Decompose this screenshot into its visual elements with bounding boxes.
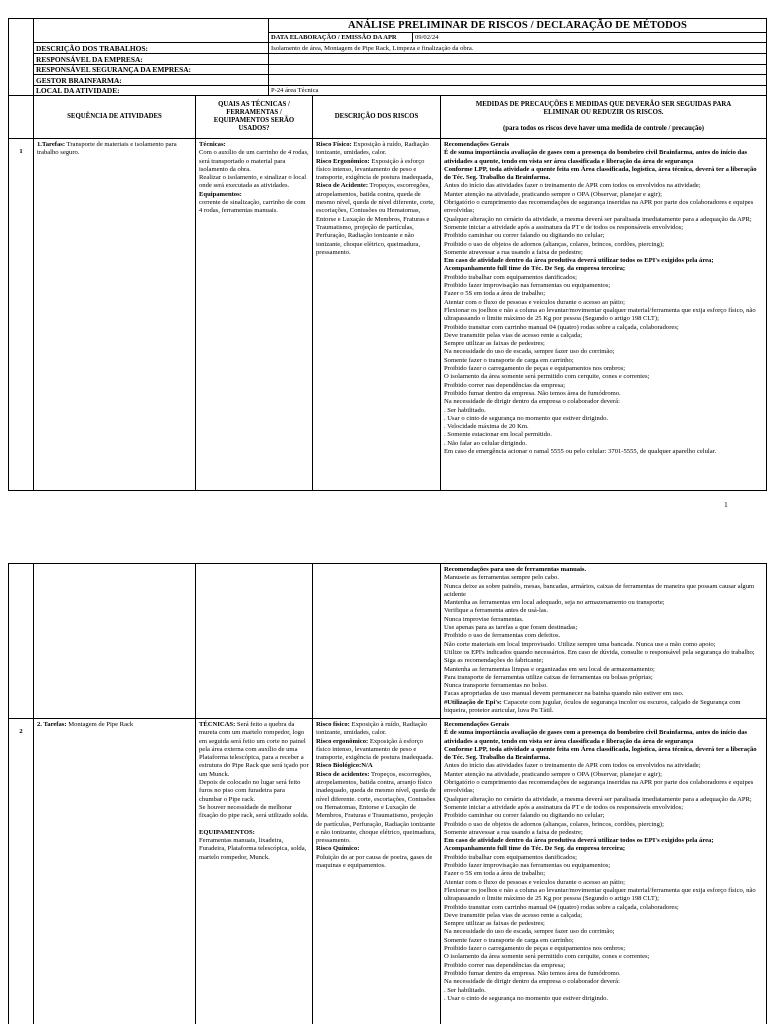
paragraph-text: Somente iniciar a atividade após a assinatura da PT e de todos os responsáveis envolvidos; (444, 803, 684, 811)
paragraph (444, 423, 763, 431)
paragraph (199, 779, 309, 804)
task-1-activity-cell (33, 138, 196, 491)
paragraph (444, 762, 763, 770)
bold-text: Recomendações Gerais (444, 141, 510, 148)
field-label-safety-responsible: RESPONSÁVEL SEGURANÇA DA EMPRESA: (33, 64, 269, 75)
bold-text: Em caso de atividade dentro da área produtiva deverá utilizar todos os EPI's exigidos pela área; (444, 257, 714, 265)
paragraph-text: Somente iniciar a atividade após a assinatura da PT e de todos os responsáveis envolvidos; (444, 223, 684, 231)
paragraph (444, 390, 763, 398)
paragraph (444, 249, 763, 257)
paragraph-text: O isolamento da área somente será permitido com cerquite, cones e correntes; (444, 373, 650, 381)
paragraph (444, 771, 763, 779)
paragraph (444, 837, 763, 845)
paragraph-text: Proibido fazer improvisação nas ferramentas ou equipamentos; (444, 282, 611, 290)
paragraph (444, 265, 763, 273)
paragraph (444, 182, 763, 190)
bold-text: Risco Físico: (316, 141, 352, 148)
paragraph (444, 232, 763, 240)
paragraph (444, 870, 763, 878)
paragraph-text: Proibido fazer o carregamento de peças e equipamentos nos ombros; (444, 365, 626, 373)
paragraph (444, 862, 763, 870)
paragraph (444, 574, 763, 582)
continued-tools-cell (195, 563, 313, 719)
paragraph-text: O isolamento da área somente será permitido com cerquite, cones e correntes; (444, 953, 650, 961)
paragraph (444, 149, 763, 166)
paragraph-text: Proibido caminhar ou correr falando ou digitando no celular; (444, 232, 605, 240)
date-value: 09/02/24 (412, 32, 767, 43)
paragraph-text: Em caso de emergência acionar o ramal 5555 ou pelo celular: 3701-5555, de qualquer aparelho celular. (444, 447, 717, 455)
paragraph (444, 904, 763, 912)
paragraph (199, 174, 309, 191)
paragraph (444, 415, 763, 423)
bold-text: É de suma importância avaliação de gases com a presença do bombeiro civil Brainfarma, antes do início das atividades a quente, tendo em vista ser área classificada e liberação da área de segurança (444, 149, 748, 165)
column-header-risks (312, 95, 441, 139)
column-header-sequence (33, 95, 196, 139)
field-value-work-description: Isolamento de área, Montagem de Pipe Rack, Limpeza e finalização da obra. (268, 42, 767, 54)
paragraph-text: Nunca improvise ferramentas. (444, 615, 524, 623)
bold-text: Em caso de atividade dentro da área produtiva deverá utilizar todos os EPI's exigidos pela área; (444, 837, 714, 845)
paragraph (444, 845, 763, 853)
paragraph (316, 854, 437, 871)
paragraph-text: Antes do início das atividades fazer o treinamento de APR com todos os envolvidos na atividade; (444, 762, 701, 770)
paragraph (444, 332, 763, 340)
paragraph-text: Proibido fazer o carregamento de peças e equipamentos nos ombros; (444, 945, 626, 953)
paragraph-text: Mantenha as ferramentas limpas e organizadas em seu local de armazenamento; (444, 665, 655, 673)
paragraph (444, 987, 763, 995)
paragraph (316, 845, 437, 853)
paragraph (444, 666, 763, 674)
paragraph-text: Tropeços, escorregões, atropelamentos, batida contra, queda de mesmo nível, queda de nível diferente, corte, escoriações, Contusões ou Hematomas, Entorse e Luxação de Membros, Fraturas e Traumatismo, projeção de partículas, Perfuração, Radiação ionizante e não ionizante, choque elétrico, queimadura, pressamento. (316, 182, 435, 256)
paragraph (316, 771, 437, 846)
paragraph-text: Proibido trabalhar com equipamentos danificados; (444, 273, 577, 281)
paragraph-text: Flexionar os joelhos e não a coluna ao levantar/movimentar qualquer material/ferramenta que exija esforço físico, não ultrapassando o limite máximo de 25 Kg por pessoa (Segundo o artigo 198 CLT); (444, 886, 756, 903)
task-1-continued-measures-cell (440, 563, 767, 719)
paragraph (444, 649, 763, 657)
paragraph (444, 962, 763, 970)
paragraph-text: Nunca transporte ferramentas no bolso. (444, 682, 548, 690)
paragraph (37, 721, 192, 729)
paragraph-text: Fazer o 5S em toda a área de trabalho; (444, 290, 546, 298)
paragraph (444, 274, 763, 282)
paragraph (316, 141, 437, 158)
paragraph (444, 348, 763, 356)
paragraph (444, 324, 763, 332)
field-value-activity-location: P-24 área Técnica (268, 85, 767, 96)
paragraph (444, 970, 763, 978)
bold-text: É de suma importância avaliação de gases com a presença do bombeiro civil Brainfarma, antes do início das atividades a quente, tendo em vista ser área classificada e liberação da área de segurança (444, 729, 748, 745)
paragraph-text: Proibido correr nas dependências da empresa; (444, 961, 566, 969)
paragraph-text: Proibido fazer improvisação nas ferramentas ou equipamentos; (444, 862, 611, 870)
paragraph-text: . Velocidade máxima de 20 Km. (444, 423, 529, 431)
paragraph-text: Realizar o isolamento, e sinalizar o local onde será executada as atividades. (199, 174, 307, 190)
paragraph-text: Atentar com o fluxo de pessoas e veículos durante o acesso ao pátio; (444, 878, 625, 886)
paragraph (444, 945, 763, 953)
paragraph-text: Manter atenção na atividade, praticando sempre o OPA (Observar, planejar e agir); (444, 190, 662, 198)
field-label-activity-location: LOCAL DA ATIVIDADE: (33, 85, 269, 96)
paragraph-text: Qualquer alteração no cenário da atividade, a mesma deverá ser paralisada imediatamente para a adequação da APR; (444, 795, 752, 803)
task-2-tools-cell (195, 718, 313, 1024)
paragraph-text: Proibido transitar com carrinho manual 04 (quatro) rodas sobre a calçada, colaboradores; (444, 903, 679, 911)
paragraph (444, 607, 763, 615)
continued-number-cell (8, 563, 34, 719)
paragraph (444, 682, 763, 690)
paragraph-text: Proibido transitar com carrinho manual 04 (quatro) rodas sobre a calçada, colaboradores; (444, 323, 679, 331)
paragraph-text: Deve transmitir pelas vias de acesso rente a calçada; (444, 331, 583, 339)
paragraph (444, 241, 763, 249)
paragraph (199, 141, 309, 149)
column-header-number (8, 95, 34, 139)
paragraph (444, 928, 763, 936)
bold-text: Risco de Acidente: (316, 182, 369, 190)
paragraph (199, 199, 309, 216)
paragraph-text: Deve transmitir pelas vias de acesso rente a calçada; (444, 911, 583, 919)
paragraph-text: Proibido o uso de objetos de adornos (alianças, colares, brincos, cordões, piercing); (444, 820, 664, 828)
paragraph-text: Na necessidade do uso de escada, sempre fazer uso do corrimão; (444, 928, 615, 936)
column-header-measures-label: MEDIDAS DE PRECAUÇÕES E MEDIDAS QUE DEVERÃO SER SEGUIDAS PARA ELIMINAR OU REDUZIR OS RISCOS. (475, 101, 732, 116)
paragraph (444, 641, 763, 649)
paragraph (444, 191, 763, 199)
paragraph-text: . Ser habilitado. (444, 406, 486, 414)
paragraph-text: Na necessidade do uso de escada, sempre fazer uso do corrimão; (444, 348, 615, 356)
paragraph-text: Proibido fumar dentro da empresa. Não temos área de fumódromo. (444, 389, 621, 397)
paragraph (199, 191, 309, 199)
paragraph-text: . Somente estacionar em local permitido. (444, 431, 552, 439)
paragraph-text: Exposição à esforço físico intenso, levantamento de peso e transporte, exigência de postura inadequada, (316, 157, 434, 182)
paragraph (444, 978, 763, 986)
paragraph (444, 440, 763, 448)
paragraph-text: Montagem de Pipe Rack (66, 721, 134, 728)
paragraph-text: Se houver necessidade de melhorar fixação do pipe rack, será utilizado solda. (199, 803, 309, 820)
paragraph-text: Capacete com jugular, óculos de segurança incolor ou escuros, calçado de Segurança com biqueira, protetor auricular, luva Pu Tátil. (444, 698, 741, 715)
bold-text: Acompanhamento full time do Téc. De Seg. da empresa terceira; (444, 845, 626, 853)
paragraph-text: . Usar o cinto de segurança no momento que estiver dirigindo. (444, 414, 609, 422)
paragraph (444, 448, 763, 456)
bold-text: Risco ergonômico: (316, 737, 369, 745)
paragraph (199, 829, 309, 837)
row-number: 1 (8, 138, 34, 491)
paragraph (316, 182, 437, 257)
paragraph (316, 738, 437, 763)
bold-text: #Utilização de Epi's: (444, 698, 502, 706)
paragraph-text: Somente fazer o transporte de carga em carrinho; (444, 356, 574, 364)
date-label: DATA ELABORAÇÃO / EMISSÃO DA APR (268, 32, 413, 43)
paragraph-text: Fazer o 5S em toda a área de trabalho; (444, 870, 546, 878)
paragraph (444, 199, 763, 216)
paragraph-text: Poluição do ar por causa de poeira, gases de maquinas e equipamentos. (316, 853, 433, 870)
paragraph (444, 779, 763, 796)
paragraph-text: Na necessidade de dirigir dentro da empresa o colaborador deverá: (444, 398, 620, 406)
paragraph (444, 166, 763, 183)
paragraph (444, 953, 763, 961)
paragraph (316, 721, 437, 738)
continued-activity-cell (33, 563, 196, 719)
paragraph-text: Exposição à ruído, Radiação ionizante, umidades, calor. (316, 141, 429, 157)
column-header-measures (440, 95, 767, 139)
column-header-measures-note: (para todos os riscos deve haver uma medida de controle / precaução) (502, 125, 705, 132)
column-header-tools-label: QUAIS AS TÉCNICAS / FERRAMENTAS / EQUIPAMENTOS SERÃO USADOS? (213, 101, 295, 132)
paragraph (444, 307, 763, 324)
bold-text: 2. Tarefas: (37, 721, 67, 728)
paragraph-text: Sempre utilizar as faixas de pedestres; (444, 340, 545, 348)
column-header-measures-wrap (459, 101, 749, 133)
paragraph (444, 657, 763, 665)
paragraph-text: Proibido fumar dentro da empresa. Não temos área de fumódromo. (444, 969, 621, 977)
bold-text: 1.Tarefas: (37, 141, 66, 148)
paragraph-text: Verifique a ferramenta antes de usá-las. (444, 607, 548, 615)
column-header-risks-label: DESCRIÇÃO DOS RISCOS (334, 113, 419, 120)
field-label-company-responsible: RESPONSÁVEL DA EMPRESA: (33, 53, 269, 65)
paragraph (444, 340, 763, 348)
paragraph-text: Mantenha as ferramentas em local adequado, seja no armazenamento ou transporte; (444, 599, 665, 607)
task-1-tools-cell (195, 138, 313, 491)
paragraph-text: Com o auxílio de um carrinho de 4 rodas, será transportado o material para isolamento da obra. (199, 149, 309, 173)
paragraph (444, 804, 763, 812)
paragraph (444, 632, 763, 640)
paragraph-text: Proibido caminhar ou correr falando ou digitando no celular; (444, 812, 605, 820)
paragraph-text: Proibido o uso de ferramentas com defeitos. (444, 632, 561, 640)
field-label-brainfarma-manager: GESTOR BRAINFARMA: (33, 74, 269, 86)
paragraph (444, 690, 763, 698)
document-title: ANÁLISE PRELIMINAR DE RISCOS / DECLARAÇÃO DE MÉTODOS (268, 18, 767, 33)
paragraph-text: Qualquer alteração no cenário da atividade, a mesma deverá ser paralisada imediatamente para a adequação da APR; (444, 215, 752, 223)
paragraph-text: Somente atravessar a rua usando a faixa de pedestre; (444, 828, 583, 836)
paragraph-text: Na necessidade de dirigir dentro da empresa o colaborador deverá: (444, 978, 620, 986)
paragraph (444, 879, 763, 887)
paragraph (37, 141, 192, 158)
bold-text: Acompanhamento full time do Téc. De Seg. da empresa terceira; (444, 265, 626, 273)
paragraph (444, 699, 763, 716)
header-top-left-blank (33, 18, 269, 43)
paragraph (444, 854, 763, 862)
bold-text: Risco de acidentes: (316, 770, 370, 778)
paragraph-text: Para transporte de ferramentas utilize caixas de ferramentas ou bolsas próprias; (444, 673, 653, 681)
paragraph (444, 821, 763, 829)
paragraph (444, 357, 763, 365)
paragraph (444, 746, 763, 763)
paragraph-text: Nunca deixe as sobre painéis, mesas, bancadas, armários, caixas de ferramentas de maneira que possam causar algum acidente (444, 582, 755, 598)
paragraph (444, 887, 763, 904)
task-2-measures-cell (440, 718, 767, 1024)
paragraph-text: Será feito a quebra da mureta com um martelo rompedor, logo em seguida será feito um corte no painel pela área externa com auxílio de uma Plataforma telescópica, para a receber a estrutura do Pipe Rack que será içado por um Munck. (199, 721, 309, 778)
paragraph-text: Exposição à esforço físico intenso, levantamento de peso e transporte, exigência de postura inadequada. (316, 737, 434, 762)
paragraph-text: Sempre utilizar as faixas de pedestres; (444, 920, 545, 928)
paragraph-text: . Não falar ao celular dirigindo. (444, 439, 527, 447)
paragraph (444, 829, 763, 837)
paragraph (444, 398, 763, 406)
bold-text: Conforme LPP, toda atividade a quente feita em Área classificada, logística, área técnica, deverá ter a liberação do Téc. Seg. Trabalho da Brainfarma. (444, 745, 757, 762)
row-number: 2 (8, 718, 34, 1024)
paragraph (444, 674, 763, 682)
paragraph-text: Facas apropriadas de uso manual devem permanecer na bainha quando não estiver em uso. (444, 690, 684, 698)
header-number-column-blank (8, 18, 34, 96)
paragraph-text: Antes do início das atividades fazer o treinamento de APR com todos os envolvidos na atividade; (444, 182, 701, 190)
paragraph (444, 729, 763, 746)
paragraph-text: Ferramentas manuais, lixadeira, Furadeira, Plataforma telescópica, solda, martelo rompedor, Munck. (199, 837, 307, 861)
paragraph (444, 373, 763, 381)
paragraph (444, 912, 763, 920)
task-1-measures-cell (440, 138, 767, 491)
bold-text: Risco físico: (316, 721, 350, 728)
paragraph-text: Siga as recomendações do fabricante; (444, 657, 544, 665)
task-2-activity-cell (33, 718, 196, 1024)
paragraph (444, 796, 763, 804)
bold-text: Equipamentos: (199, 190, 242, 198)
bold-text: Risco Ergonômico: (316, 157, 370, 165)
paragraph (444, 624, 763, 632)
task-2-risks-cell (312, 718, 441, 1024)
paragraph (199, 721, 309, 779)
continued-risks-cell (312, 563, 441, 719)
paragraph (444, 937, 763, 945)
paragraph (199, 149, 309, 174)
paragraph-text: Não corte materiais em local improvisado. Utilize sempre uma bancada. Nunca use a mão como apoio; (444, 640, 716, 648)
paragraph (444, 583, 763, 600)
paragraph (444, 290, 763, 298)
paragraph (444, 616, 763, 624)
paragraph-text: Proibido o uso de objetos de adornos (alianças, colares, brincos, cordões, piercing); (444, 240, 664, 248)
paragraph-text: Proibido trabalhar com equipamentos danificados; (444, 853, 577, 861)
paragraph-text: Obrigatório o cumprimento das recomendações de segurança inseridas na APR por parte dos colaboradores e equipes envolvidas; (444, 199, 754, 215)
paragraph-text: corrente de sinalização, carrinho de com 4 rodas, ferramentas manuais. (199, 199, 306, 215)
bold-text: Técnicas: (199, 141, 226, 148)
paragraph-text: Flexionar os joelhos e não a coluna ao levantar/movimentar qualquer material/ferramenta que exija esforço físico, não ultrapassando o limite máximo de 25 Kg por pessoa (Segundo o artigo 198 CLT); (444, 306, 756, 323)
column-header-tools (195, 95, 313, 139)
paragraph (444, 282, 763, 290)
paragraph (444, 599, 763, 607)
paragraph (444, 431, 763, 439)
paragraph-text: Depois de colocado no lugar será feito furos no piso com furadeira para chumbar o Pipe rack. (199, 779, 301, 803)
paragraph (444, 224, 763, 232)
bold-text: Conforme LPP, toda atividade a quente feita em Área classificada, logística, área técnica, deverá ter a liberação do Téc. Seg. Trabalho da Brainfarma. (444, 165, 757, 182)
paragraph (316, 762, 437, 770)
field-label-work-description: DESCRIÇÃO DOS TRABALHOS: (33, 42, 269, 54)
bold-text: EQUIPAMENTOS: (199, 828, 255, 836)
paragraph (444, 407, 763, 415)
paragraph (444, 566, 763, 574)
bold-text: Recomendações para uso de ferramentas manuais. (444, 566, 587, 573)
paragraph (316, 158, 437, 183)
paragraph (444, 257, 763, 265)
paragraph (444, 299, 763, 307)
bold-text: Risco Químico: (316, 845, 360, 853)
paragraph (444, 382, 763, 390)
paragraph-text: Somente atravessar a rua usando a faixa de pedestre; (444, 248, 583, 256)
paragraph (444, 365, 763, 373)
paragraph-text: Utilize os EPI's indicados quando necessários. Em caso de dúvida, consulte o responsável pela segurança do trabalho; (444, 648, 755, 656)
paragraph (444, 920, 763, 928)
paragraph-text: Manuseie as ferramentas sempre pelo cabo. (444, 574, 559, 582)
task-1-risks-cell (312, 138, 441, 491)
paragraph (199, 837, 309, 862)
paragraph-text: Atentar com o fluxo de pessoas e veículos durante o acesso ao pátio; (444, 298, 625, 306)
paragraph (444, 216, 763, 224)
bold-text: Risco Biológico:N/A (316, 762, 373, 770)
paragraph-text: Use apenas para as tarefas a que foram destinadas; (444, 624, 578, 632)
bold-text: Recomendações Gerais (444, 721, 510, 728)
paragraph-text: Somente fazer o transporte de carga em carrinho; (444, 936, 574, 944)
paragraph-text: Transporte de materiais e isolamento para trabalho seguro. (37, 141, 177, 157)
paragraph-text: Obrigatório o cumprimento das recomendações de segurança inseridas na APR por parte dos colaboradores e equipes envolvidas; (444, 779, 754, 795)
bold-text: TÉCNICAS: (199, 721, 236, 728)
page-number: 1 (724, 500, 728, 509)
paragraph (199, 804, 309, 821)
paragraph (444, 812, 763, 820)
paragraph-text: Exposição à ruído, Radiação ionizante, umidades, calor. (316, 721, 427, 737)
paragraph-text: Manter atenção na atividade, praticando sempre o OPA (Observar, planejar e agir); (444, 770, 662, 778)
paragraph-text: Proibido correr nas dependências da empresa; (444, 381, 566, 389)
paragraph-text: . Usar o cinto de segurança no momento que estiver dirigindo. (444, 994, 609, 1002)
column-header-sequence-label: SEQUÊNCIA DE ATIVIDADES (67, 113, 162, 120)
paragraph-text: . Ser habilitado. (444, 986, 486, 994)
paragraph-text: Tropeços, escorregões, atropelamentos, batida contra, arranjo físico inadequado, queda de mesmo nível, queda de nível diferente. corte, escoriações, Contusões ou Hematomas, Entorse e Luxação de Membros, Fraturas e Traumatismo, projeção de partículas, Perfuração, Radiação ionizante e não ionizante, choque elétrico, queimadura, pressamento. (316, 770, 436, 845)
paragraph (444, 995, 763, 1003)
